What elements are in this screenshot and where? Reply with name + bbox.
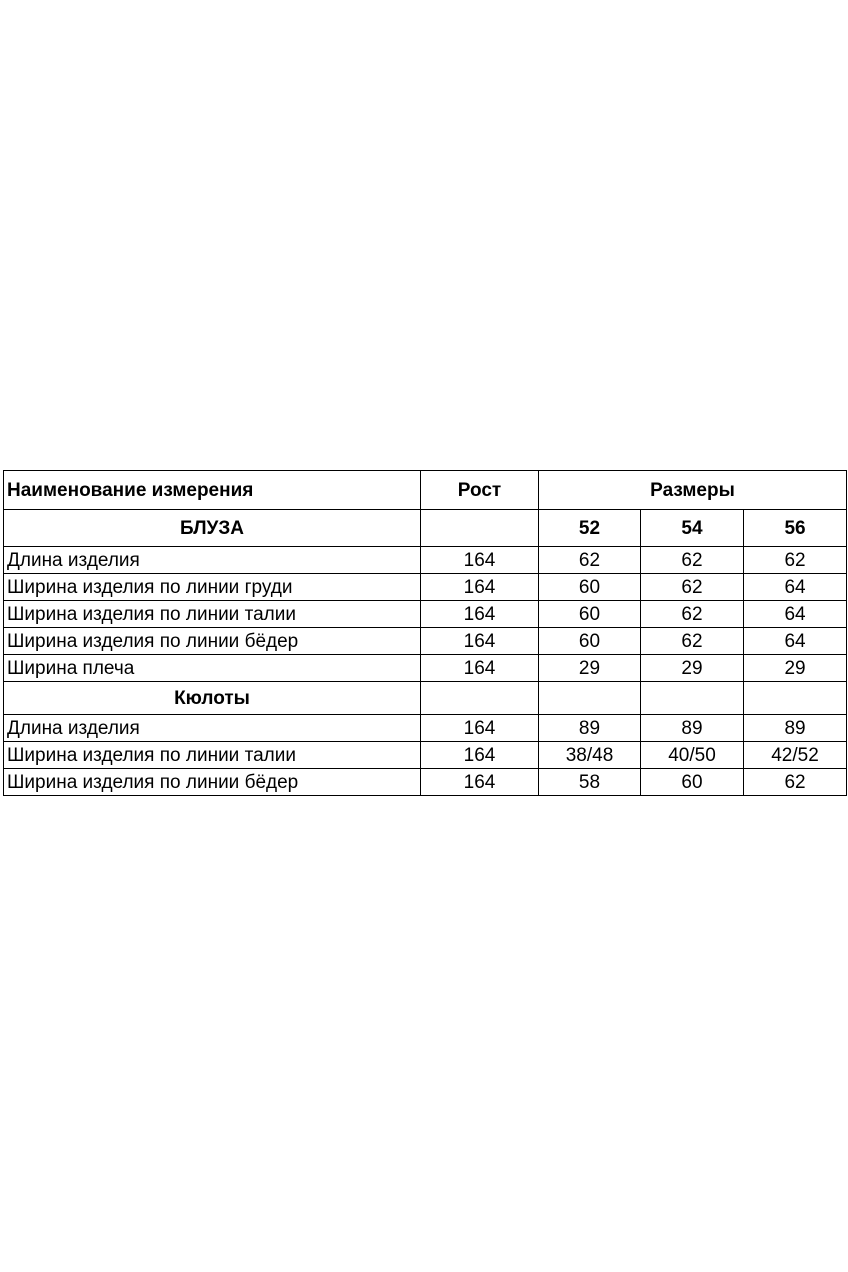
table-row <box>4 628 847 655</box>
height-value: 164 <box>421 655 539 682</box>
size-value: 64 <box>744 574 847 601</box>
height-value: 164 <box>421 574 539 601</box>
size-value: 60 <box>539 574 641 601</box>
size-value: 60 <box>539 628 641 655</box>
size-52: 52 <box>539 510 641 547</box>
size-56: 56 <box>744 510 847 547</box>
blouse-section-row <box>4 510 847 547</box>
size-value: 42/52 <box>744 742 847 769</box>
table-row <box>4 715 847 742</box>
size-value: 64 <box>744 601 847 628</box>
measure-label: Ширина изделия по линии талии <box>4 601 421 628</box>
size-value: 62 <box>744 769 847 796</box>
size-value: 62 <box>744 547 847 574</box>
culottes-section-row <box>4 682 847 715</box>
table-row <box>4 769 847 796</box>
size-value: 89 <box>539 715 641 742</box>
measure-label: Длина изделия <box>4 715 421 742</box>
size-value: 60 <box>539 601 641 628</box>
measure-label: Длина изделия <box>4 547 421 574</box>
measure-label: Ширина плеча <box>4 655 421 682</box>
culottes-rows <box>4 715 847 796</box>
table-row <box>4 655 847 682</box>
table-row <box>4 742 847 769</box>
size-value: 62 <box>539 547 641 574</box>
culottes-title: Кюлоты <box>4 682 421 715</box>
empty-cell <box>641 682 744 715</box>
height-value: 164 <box>421 628 539 655</box>
size-value: 29 <box>641 655 744 682</box>
size-value: 29 <box>539 655 641 682</box>
blouse-rows <box>4 547 847 682</box>
size-value: 62 <box>641 601 744 628</box>
empty-cell <box>421 682 539 715</box>
size-value: 89 <box>641 715 744 742</box>
empty-cell <box>744 682 847 715</box>
table-row <box>4 574 847 601</box>
header-height: Рост <box>421 471 539 510</box>
empty-cell <box>539 682 641 715</box>
height-value: 164 <box>421 742 539 769</box>
size-value: 62 <box>641 547 744 574</box>
measure-label: Ширина изделия по линии талии <box>4 742 421 769</box>
measure-label: Ширина изделия по линии бёдер <box>4 628 421 655</box>
height-value: 164 <box>421 547 539 574</box>
size-value: 60 <box>641 769 744 796</box>
height-value: 164 <box>421 769 539 796</box>
size-value: 29 <box>744 655 847 682</box>
size-value: 62 <box>641 628 744 655</box>
empty-cell <box>421 510 539 547</box>
height-value: 164 <box>421 715 539 742</box>
table-row <box>4 601 847 628</box>
size-chart-table <box>3 470 847 796</box>
size-value: 62 <box>641 574 744 601</box>
header-measure: Наименование измерения <box>4 471 421 510</box>
blouse-title: БЛУЗА <box>4 510 421 547</box>
header-sizes: Размеры <box>539 471 847 510</box>
size-54: 54 <box>641 510 744 547</box>
size-value: 64 <box>744 628 847 655</box>
size-value: 58 <box>539 769 641 796</box>
measure-label: Ширина изделия по линии груди <box>4 574 421 601</box>
measure-label: Ширина изделия по линии бёдер <box>4 769 421 796</box>
size-value: 38/48 <box>539 742 641 769</box>
header-row <box>4 471 847 510</box>
table-row <box>4 547 847 574</box>
size-value: 89 <box>744 715 847 742</box>
height-value: 164 <box>421 601 539 628</box>
size-value: 40/50 <box>641 742 744 769</box>
